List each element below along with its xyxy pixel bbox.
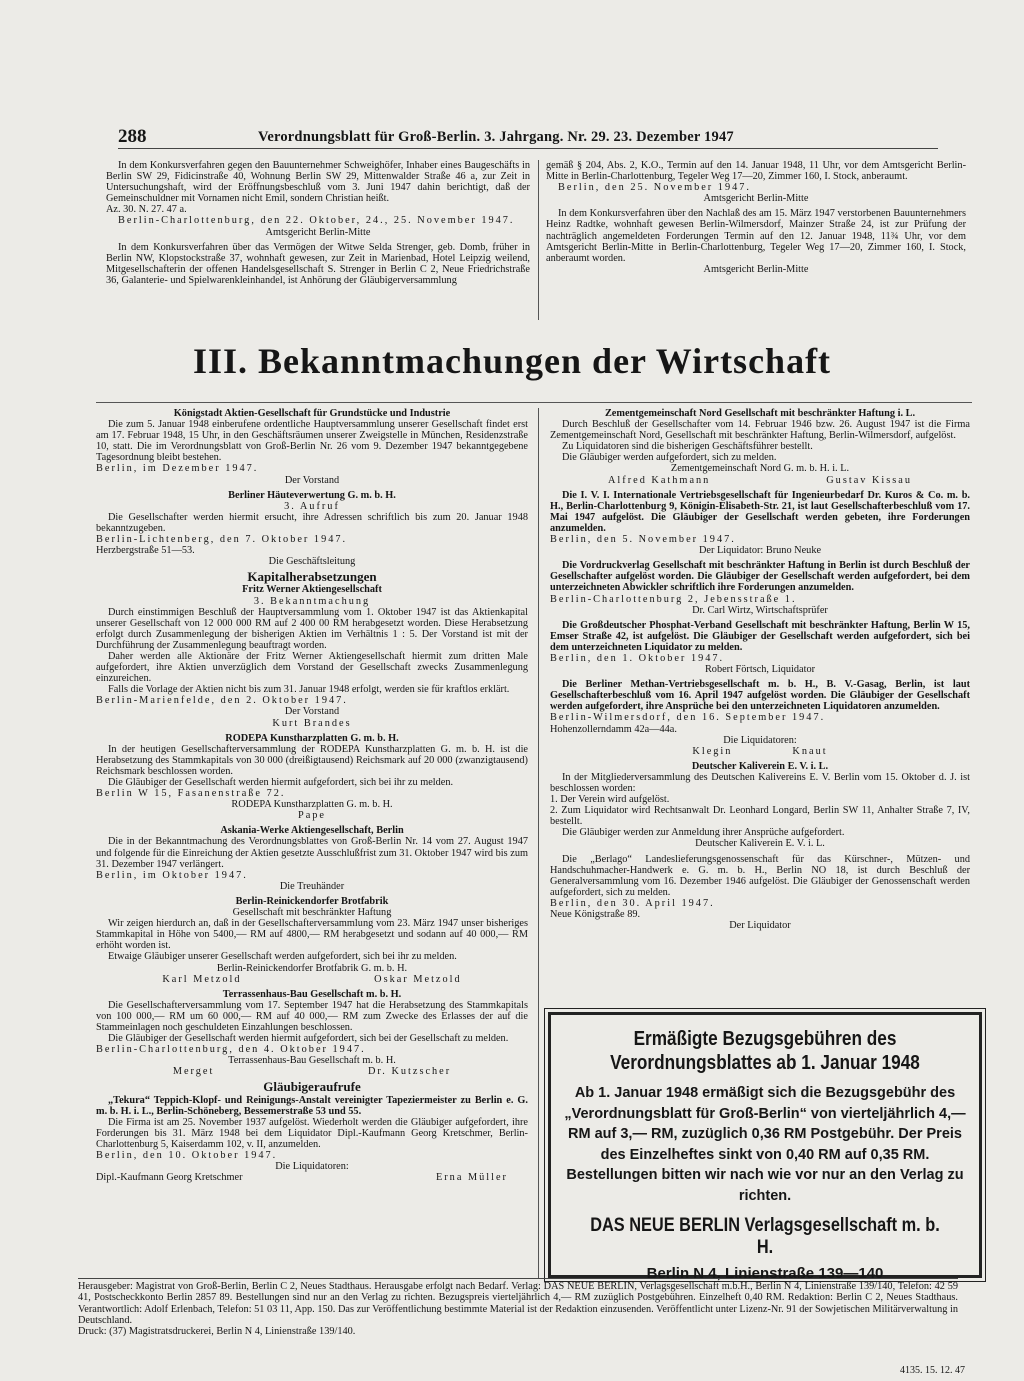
section-rule xyxy=(96,402,972,403)
place-date: Berlin W 15, Fasanenstraße 72. xyxy=(96,788,286,800)
signature: Der Liquidator xyxy=(729,920,791,932)
left-column xyxy=(96,408,528,1183)
signature-row xyxy=(96,1172,528,1183)
notice-text: Durch einstimmigen Beschluß der Hauptversammlung vom 1. Oktober 1947 ist das Aktienkapital unserer Gesellschaft von 12 000 000 RM auf 2 400 00 RM herabgesetzt worden. Diese Herabsetzung erfolgt durch Zusammenlegung der bisherigen Aktien im Verhältnis 1 : 5. Der Vorstand ist mit der Durchführung der Zusammenlegung beauftragt worden. xyxy=(96,606,528,651)
signature: Der Liquidator: Bruno Neuke xyxy=(698,545,822,557)
notice-text: Die Gläubiger der Gesellschaft werden hiermit aufgefordert, sich bei der Gesellschaft zu melden. xyxy=(108,1033,509,1045)
notice-text: In dem Konkursverfahren über den Nachlaß des am 15. März 1947 verstorbenen Bauunternehmers Heinz Radtke, wohnhaft gewesen Berlin-Wilmersdorf, Mainzer Straße 24, ist zur Prüfung der nachträglich angemeldeten Forderungen Termin auf den 12. Januar 1948, 11¾ Uhr, vor dem Amtsgericht Berlin-Mitte in Berlin-Charlottenburg, Tegeler Weg 17—20, Zimmer 160, I. Stock, anberaumt worden. xyxy=(546,208,966,264)
notice-text: „Tekura“ Teppich-Klopf- und Reinigungs-Anstalt vereinigter Tapeziermeister zu Berlin e. G. m. b. H. i. L., Berlin-Schöneberg, Bessemerstraße 53 und 55. xyxy=(96,1094,528,1117)
signature: RODEPA Kunstharzplatten G. m. b. H. xyxy=(231,799,393,811)
place-date: Berlin, den 25. November 1947. xyxy=(558,182,751,194)
signature-label: Die Liquidatoren: xyxy=(723,734,797,746)
signature: Robert Förtsch, Liquidator xyxy=(704,664,816,676)
signature: Pape xyxy=(297,810,326,822)
category-heading: Gläubigeraufrufe xyxy=(263,1079,361,1095)
place-date: Berlin-Wilmersdorf, den 16. September 1947. xyxy=(550,712,826,724)
signature: Die Geschäftsleitung xyxy=(268,556,356,568)
place-date: Berlin, den 5. November 1947. xyxy=(550,534,736,546)
category-heading: Kapitalherabsetzungen xyxy=(247,569,377,585)
signature-label: Die Liquidatoren: xyxy=(275,1161,349,1173)
court-signature: Amtsgericht Berlin-Mitte xyxy=(703,193,809,205)
address: Herzbergstraße 51—53. xyxy=(96,545,195,557)
notice-text: Die Vordruckverlag Gesellschaft mit beschränkter Haftung in Berlin ist durch Beschluß der Gesellschafter aufgelöst worden. Die Gläubiger der Gesellschaft werden aufgefordert, bei dem unterzeichneten Abwickler schriftlich ihre Forderungen anzumelden. xyxy=(550,560,970,594)
company-heading: Zementgemeinschaft Nord Gesellschaft mit beschränkter Haftung i. L. xyxy=(604,408,916,419)
running-title: Verordnungsblatt für Groß-Berlin. 3. Jahrgang. Nr. 29. 23. Dezember 1947 xyxy=(258,129,734,145)
column-divider xyxy=(538,160,539,320)
signature: Deutscher Kaliverein E. V. i. L. xyxy=(695,838,825,850)
page-number: 288 xyxy=(118,126,147,147)
company-heading: RODEPA Kunstharzplatten G. m. b. H. xyxy=(225,732,399,744)
notice-text: Die Firma ist am 25. November 1937 aufgelöst. Wiederholt werden die Gläubiger aufgefordert, ihre Forderungen bis 31. März 1948 bei dem Liquidator Dipl.-Kaufmann Georg Kretschmer, Berlin-Charlottenburg 5, Kaiserdamm 102, v. II, anzumelden. xyxy=(96,1116,528,1150)
notice-text: Falls die Vorlage der Aktien nicht bis zum 31. Januar 1948 erfolgt, werden sie für kraftlos erklärt. xyxy=(108,684,510,696)
column-divider xyxy=(538,408,539,1278)
place-date: Berlin-Lichtenberg, den 7. Oktober 1947. xyxy=(96,534,348,546)
company-heading: Fritz Werner Aktiengesellschaft xyxy=(242,584,382,596)
place-date: Berlin-Charlottenburg, den 22. Oktober, 24., 25. November 1947. xyxy=(118,215,515,227)
place-date: Berlin-Charlottenburg, den 4. Oktober 1947. xyxy=(96,1044,366,1056)
box-body: Ab 1. Januar 1948 ermäßigt sich die Bezugsgebühr des „Verordnungsblatt für Groß-Berlin“ von vierteljährlich 4,— RM auf 3,— RM, zuzüglich 0,36 RM Postgebühr. Der Preis des Einzelheftes sinkt von 0,40 RM auf 0,35 RM. Bestellungen bitten wir nach wie vor nur an den Verlag zu richten. xyxy=(564,1085,966,1204)
signatory: Alfred Kathmann xyxy=(607,474,711,486)
court-signature: Amtsgericht Berlin-Mitte xyxy=(703,263,809,275)
court-signature: Amtsgericht Berlin-Mitte xyxy=(265,226,371,238)
notice-text: In der Mitgliederversammlung des Deutschen Kalivereins E. V. Berlin vom 15. Oktober d. J. ist beschlossen worden: xyxy=(550,771,970,794)
notice-text: Etwaige Gläubiger unserer Gesellschaft werden aufgefordert, sich bei ihr zu melden. xyxy=(108,951,457,963)
signatory: Gustav Kissau xyxy=(826,474,913,486)
signature: Kurt Brandes xyxy=(272,717,352,729)
company-heading: Königstadt Aktien-Gesellschaft für Grundstücke und Industrie xyxy=(173,408,451,419)
company-heading: Berliner Häuteverwertung G. m. b. H. xyxy=(228,489,396,501)
signature: Dr. Carl Wirtz, Wirtschaftsprüfer xyxy=(692,604,828,616)
company-heading: Deutscher Kaliverein E. V. i. L. xyxy=(691,760,829,772)
company-signature: Berlin-Reinickendorfer Brotfabrik G. m. b. H. xyxy=(216,962,408,974)
company-heading: Terrassenhaus-Bau Gesellschaft m. b. H. xyxy=(222,988,402,1000)
signatory: Oskar Metzold xyxy=(374,973,462,985)
notice-text: Die in der Bekanntmachung des Verordnungsblattes von Groß-Berlin Nr. 14 vom 27. August 1947 und folgende für die Einreichung der Aktien gesetzte Ausschlußfrist zum 31. Oktober 1947 wird bis zum 31. Dezember 1947 verlängert. xyxy=(96,836,528,870)
page-header xyxy=(118,126,938,149)
notice-text: Die Gesellschafterversammlung vom 17. September 1947 hat die Herabsetzung des Stammkapitals von 100 000,— RM um 60 000,— RM auf 40 000,— RM zum Zwecke des Erlasses der auf die Stammeinlagen noch geschuldeten Einzahlungen beschlossen. xyxy=(96,999,528,1033)
notice-text: Daher werden alle Aktionäre der Fritz Werner Aktiengesellschaft hiermit zum dritten Male aufgefordert, ihre Aktien unverzüglich dem Vorstand der Gesellschaft zwecks Zusammenlegung einzureichen. xyxy=(96,650,528,685)
notice-text: Die zum 5. Januar 1948 einberufene ordentliche Hauptversammlung unserer Gesellschaft findet erst am 17. Februar 1948, 15 Uhr, in den Geschäftsräumen unserer Zweigstelle in München, Residenzstraße 10, statt. Die im Verordnungsblatt von Groß-Berlin Nr. 26 vom 9. Dezember 1947 bekanntgegebene Tagesordnung bleibt bestehen. xyxy=(96,419,528,464)
box-title: Ermäßigte Bezugsgebühren des Verordnungsblattes ab 1. Januar 1948 xyxy=(610,1028,920,1074)
company-heading: Askania-Werke Aktiengesellschaft, Berlin xyxy=(220,825,404,837)
section-title: III. Bekanntmachungen der Wirtschaft xyxy=(192,341,832,381)
place-date: Berlin, im Oktober 1947. xyxy=(96,869,248,881)
box-publisher: DAS NEUE BERLIN Verlagsgesellschaft m. b. H. xyxy=(590,1214,940,1258)
notice-text: Die Gläubiger werden aufgefordert, sich zu melden. xyxy=(562,452,777,464)
place-date: Berlin-Marienfelde, den 2. Oktober 1947. xyxy=(96,695,348,707)
notice-text: Die Gläubiger werden zur Anmeldung ihrer Ansprüche aufgefordert. xyxy=(562,827,845,839)
notice-text: gemäß § 204, Abs. 2, K.O., Termin auf den 14. Januar 1948, 11 Uhr, vor dem Amtsgericht Berlin-Mitte in Berlin-Charlottenburg, Tegeler Weg 17—20, Zimmer 160, I. Stock, anberaumt. xyxy=(546,160,966,183)
address: Neue Königstraße 89. xyxy=(550,909,641,921)
notice-subheading: 3. Aufruf xyxy=(284,500,340,512)
reference: Az. 30. N. 27. 47 a. xyxy=(106,204,187,216)
printer-line: Druck: (37) Magistratsdruckerei, Berlin N 4, Linienstraße 139/140. xyxy=(78,1326,356,1338)
notice-text: Die Berliner Methan-Vertriebsgesellschaft m. b. H., B. V.-Gasag, Berlin, ist laut Gesellschafterbeschluß vom 16. April 1947 aufgelöst worden. Die Gläubiger der Gesellschaft werden aufgefordert, ihre Ansprüche bei den unterzeichneten Liquidatoren anzumelden. xyxy=(550,679,970,713)
company-signature: Terrassenhaus-Bau Gesellschaft m. b. H. xyxy=(228,1055,396,1067)
top-right-column xyxy=(546,160,966,275)
signatory: Karl Metzold xyxy=(162,973,242,985)
signature: Der Vorstand xyxy=(284,474,340,486)
place-date: Berlin, den 10. Oktober 1947. xyxy=(96,1150,278,1161)
notice-subheading: 3. Bekanntmachung xyxy=(253,595,371,607)
notice-text: Die „Berlago“ Landeslieferungsgenossenschaft für das Kürschner-, Mützen- und Handschuhmacher-Handwerk e. G. m. b. H., Berlin NO 18, ist durch Beschluß der Generalversammlung vom 16. Dezember 1946 aufgelöst. Die Gläubiger der Genossenschaft werden aufgefordert, sich zu melden. xyxy=(550,853,970,898)
signature-row xyxy=(550,746,970,757)
signatory: Knaut xyxy=(792,745,828,757)
signatory: Erna Müller xyxy=(435,1172,508,1184)
signatory: Merget xyxy=(172,1066,215,1078)
list-item: 1. Der Verein wird aufgelöst. xyxy=(550,794,670,806)
signature: Die Treuhänder xyxy=(279,880,345,892)
company-signature: Zementgemeinschaft Nord G. m. b. H. i. L. xyxy=(670,463,850,475)
notice-text: Zu Liquidatoren sind die bisherigen Geschäftsführer bestellt. xyxy=(562,441,813,453)
notice-text: In der heutigen Gesellschafterversammlung der RODEPA Kunstharzplatten G. m. b. H. ist die Herabsetzung des Stammkapitals von 30 000 (dreißigtausend) Reichsmark auf 20 000 (zwanzigtausend) Reichsmark beschlossen worden. xyxy=(96,743,528,777)
place-date: Berlin, den 30. April 1947. xyxy=(550,897,715,909)
notice-text: Die I. V. I. Internationale Vertriebsgesellschaft für Ingenieurbedarf Dr. Kuros & Co. m. b. H., Berlin-Charlottenburg 9, Königin-Elisabeth-Str. 21, ist laut Gesellschafterbeschluß vom 17. Mai 1947 aufgelöst. Die Gläubiger der Gesellschaft werden gebeten, ihre Forderungen anzumelden. xyxy=(550,489,970,534)
top-left-column xyxy=(106,160,530,286)
place-date: Berlin-Charlottenburg 2, Jebensstraße 1. xyxy=(550,593,797,605)
notice-text: Durch Beschluß der Gesellschafter vom 14. Februar 1946 bzw. 26. August 1947 ist die Firma Zementgemeinschaft Nord, Gesellschaft mit beschränkter Haftung, Berlin-Wilmersdorf, aufgelöst. xyxy=(550,419,970,442)
notice-text: Die Großdeutscher Phosphat-Verband Gesellschaft mit beschränkter Haftung, Berlin W 15, Emser Straße 42, ist aufgelöst. Die Gläubiger der Gesellschaft werden aufgefordert, sich bei dem unterzeichneten Liquidator zu melden. xyxy=(550,619,970,653)
imprint-text: Herausgeber: Magistrat von Groß-Berlin, Berlin C 2, Neues Stadthaus. Herausgabe erfolgt nach Bedarf. Verlag: DAS NEUE BERLIN, Verlagsgesellschaft m.b.H., Berlin N 4, Linienstraße 139/140, Telefon: 42 59 41, Postscheckkonto Berlin 2857 89. Bestellungen sind nur an den Verlag zu richten. Bezugspreis vierteljährlich 4,— RM zuzüglich Postgebühren. Einzelheft 0,40 RM. Redaktion: Berlin C 2, Neues Stadthaus. Verantwortlich: Adolf Erlenbach, Telefon: 51 03 11, App. 150. Das zur Veröffentlichung bestimmte Material ist der Redaktion einzusenden. Veröffentlicht unter Lizenz-Nr. 91 der Sowjetischen Militärverwaltung in Deutschland. xyxy=(78,1281,958,1326)
signatory: Klegin xyxy=(692,745,733,757)
imprint-footer xyxy=(78,1278,958,1337)
signature-row xyxy=(96,974,528,985)
place-date: Berlin, den 1. Oktober 1947. xyxy=(550,652,725,664)
company-subheading: Gesellschaft mit beschränkter Haftung xyxy=(232,907,392,919)
company-heading: Berlin-Reinickendorfer Brotfabrik xyxy=(235,895,389,907)
notice-text: Die Gläubiger der Gesellschaft werden hiermit aufgefordert, sich bei ihr zu melden. xyxy=(108,777,454,788)
address: Hohenzollerndamm 42a—44a. xyxy=(550,723,677,735)
signature: Der Vorstand xyxy=(284,706,340,718)
notice-text: Wir zeigen hierdurch an, daß in der Gesellschafterversammlung vom 23. März 1947 unser bisheriges Stammkapital in Höhe von 5400,— RM auf 4800,— RM herabgesetzt und sodann auf 40 000,— RM erhöht worden ist. xyxy=(96,918,528,952)
signature-row xyxy=(96,1066,528,1077)
signatory: Dipl.-Kaufmann Georg Kretschmer xyxy=(96,1172,243,1184)
notice-text: In dem Konkursverfahren über das Vermögen der Witwe Selda Strenger, geb. Domb, früher in Berlin NW, Klopstockstraße 37, wohnhaft gewesen, zur Zeit in Marienbad, Hotel Leipzig weilend, Mitgesellschafterin der offenen Handelsgesellschaft S. Strenger in Berlin C 2, Neue Friedrichstraße 36, Galanterie- und Spielwarenkleinhandel, ist Anhörung der Gläubigerversammlung xyxy=(106,241,530,286)
subscription-notice-box xyxy=(548,1012,982,1282)
place-date: Berlin, im Dezember 1947. xyxy=(96,463,259,475)
list-item: 2. Zum Liquidator wird Rechtsanwalt Dr. Leonhard Longard, Berlin SW 11, Anhalter Straße 7, IV, bestellt. xyxy=(550,805,970,828)
signature-row xyxy=(550,475,970,486)
print-code: 4135. 15. 12. 47 xyxy=(900,1365,965,1376)
notice-text: In dem Konkursverfahren gegen den Bauunternehmer Schweighöfer, Inhaber eines Baugeschäfts in Berlin SW 29, Fidicinstraße 40, Wohnung Berlin SW 29, Mittenwalder Straße 46 a, zur Zeit in Untersuchungshaft, wird der Eröffnungsbeschluß vom 3. Juni 1947 dahin berichtigt, daß der Gemeinschuldner mit Vornamen nicht Emil, sondern Christian heißt. xyxy=(106,160,530,205)
right-column xyxy=(550,408,970,931)
box-address: Berlin N 4, Linienstraße 139—140 xyxy=(646,1264,884,1282)
notice-text: Die Gesellschafter werden hiermit ersucht, ihre Adressen schriftlich bis zum 20. Januar 1948 bekanntzugeben. xyxy=(96,511,528,534)
signatory: Dr. Kutzscher xyxy=(368,1066,452,1078)
